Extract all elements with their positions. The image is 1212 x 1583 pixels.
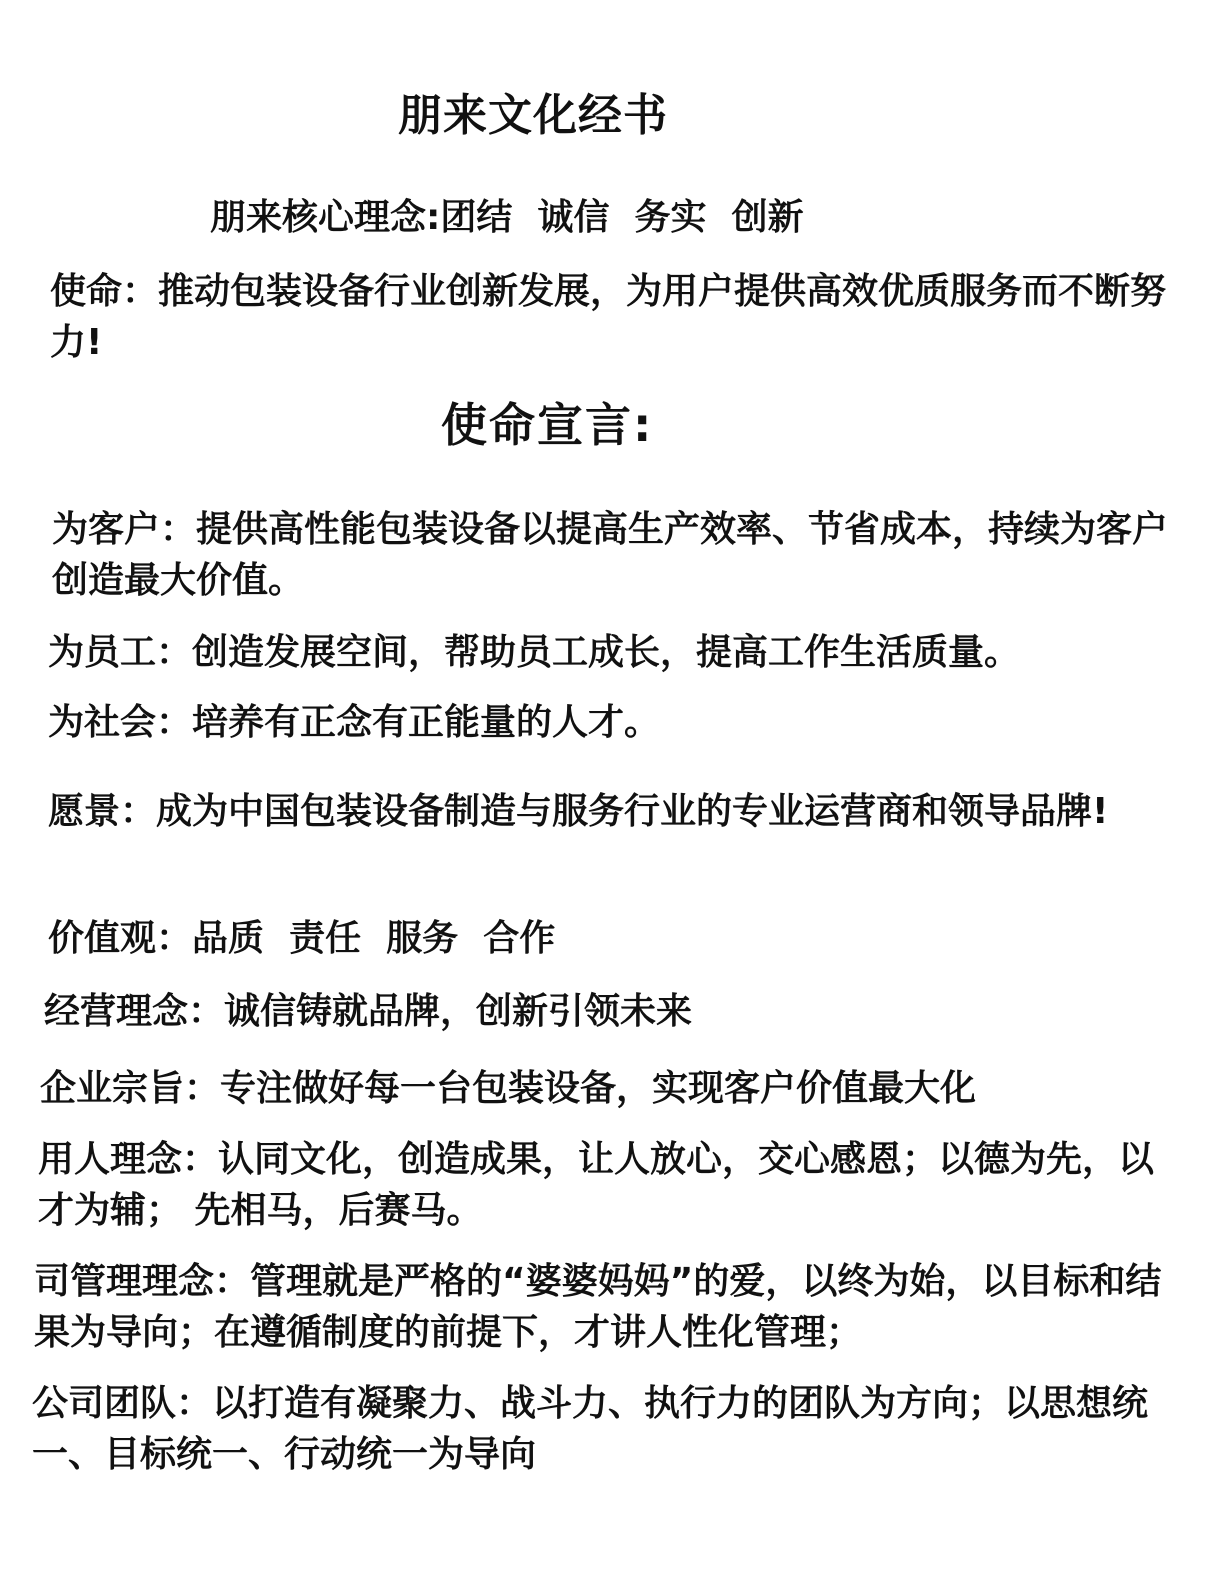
declaration-staff: 为员工：创造发展空间，帮助员工成长，提高工作生活质量。: [48, 632, 1021, 673]
core-concept: 朋来核心理念:团结 诚信 务实 创新: [210, 197, 804, 238]
declaration-customer: 为客户：提供高性能包装设备以提高生产效率、节省成本，持续为客户创造最大价值。: [52, 509, 1169, 601]
employment-concept-text: 用人理念：认同文化，创造成果，让人放心，交心感恩；以德为先，以才为辅； 先相马，后赛马。: [38, 1139, 1155, 1231]
values-text: 价值观：品质 责任 服务 合作: [48, 918, 556, 959]
mission-declaration-heading: 使命宣言:: [441, 398, 654, 452]
vision-text: 愿景：成为中国包装设备制造与服务行业的专业运营商和领导品牌!: [48, 791, 1109, 832]
company-team-text: 公司团队：以打造有凝聚力、战斗力、执行力的团队为方向；以思想统一、目标统一、行动统一为导向: [32, 1383, 1149, 1475]
enterprise-purpose-text: 企业宗旨：专注做好每一台包装设备，实现客户价值最大化: [40, 1068, 977, 1109]
management-concept-text: 司管理理念：管理就是严格的“婆婆妈妈”的爱，以终为始，以目标和结果为导向；在遵循制度的前提下，才讲人性化管理；: [34, 1261, 1162, 1353]
page-title: 朋来文化经书: [398, 90, 668, 141]
mission-text: 使命：推动包装设备行业创新发展，为用户提供高效优质服务而不断努力!: [50, 271, 1167, 363]
declaration-society: 为社会：培养有正念有正能量的人才。: [48, 702, 661, 743]
operation-concept-text: 经营理念：诚信铸就品牌，创新引领未来: [44, 991, 693, 1032]
